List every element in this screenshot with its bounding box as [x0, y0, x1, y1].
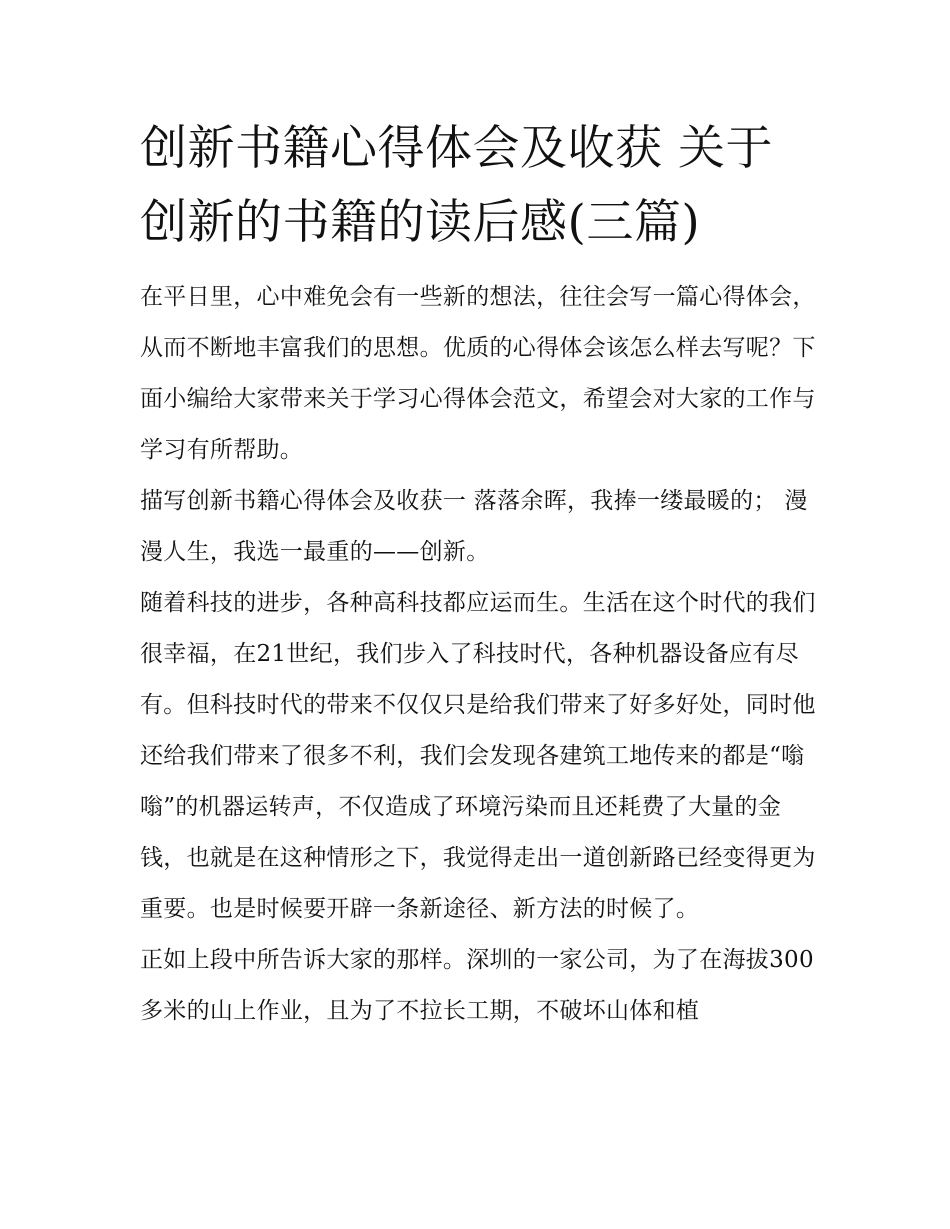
- paragraph-technology: 随着科技的进步，各种高科技都应运而生。生活在这个时代的我们很幸福，在21世纪，我们步入了科技时代，各种机器设备应有尽有。但科技时代的带来不仅仅只是给我们带来了好多好处，同时他还给我们带来了很多不利，我们会发现各建筑工地传来的都是“嗡嗡”的机器运转声，不仅造成了环境污染而且还耗费了大量的金钱，也就是在这种情形之下，我觉得走出一道创新路已经变得更为重要。也是时候要开辟一条新途径、新方法的时候了。: [140, 590, 816, 922]
- paragraph-intro: 在平日里，心中难免会有一些新的想法，往往会写一篇心得体会，从而不断地丰富我们的思想。优质的心得体会该怎么样去写呢？下面小编给大家带来关于学习心得体会范文，希望会对大家的工作与学习有所帮助。: [140, 284, 816, 463]
- paragraph-essay-one-opening: 描写创新书籍心得体会及收获一 落落余晖，我捧一缕最暖的； 漫漫人生，我选一最重的——创新。: [140, 488, 808, 565]
- paragraph-shenzhen-example: 正如上段中所告诉大家的那样。深圳的一家公司，为了在海拔300多米的山上作业，且为了不拉长工期，不破坏山体和植: [140, 947, 814, 1024]
- document-content: [140, 112, 820, 1037]
- document-title: 创新书籍心得体会及收获 关于创新的书籍的读后感(三篇): [140, 121, 773, 250]
